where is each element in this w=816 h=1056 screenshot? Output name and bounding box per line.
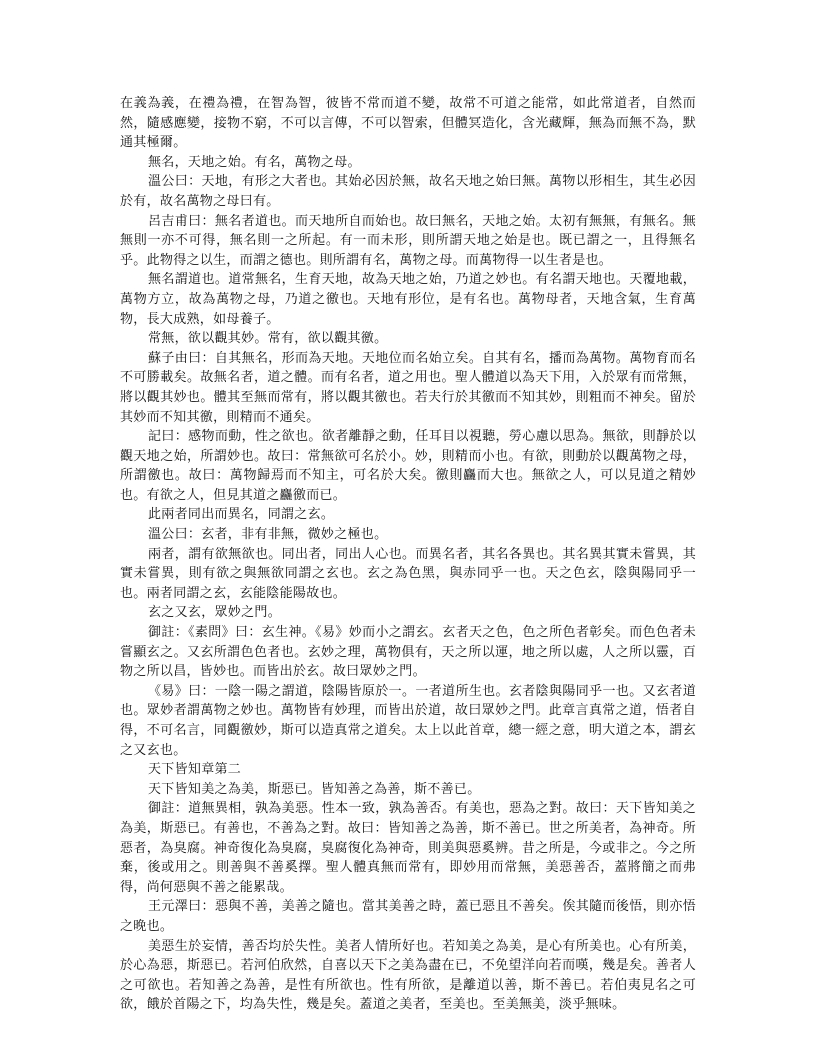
paragraph: 呂吉甫曰：無名者道也。而天地所自而始也。故曰無名，天地之始。太初有無無，有無名。無無則一亦不可得，無名則一之所起。有一而未形，則所謂天地之始是也。既已謂之一，且得無名乎。此物得之以生，而謂之德也。則所謂有名，萬物之母。而萬物得一以生者是也。 bbox=[120, 213, 696, 268]
paragraph: 玄之又玄，眾妙之門。 bbox=[148, 605, 282, 621]
paragraph: 御註：《素問》曰：玄生神。《易》妙而小之謂玄。玄者天之色，色之所色者彰矣。而色色者未嘗顯玄之。又玄所謂色色者也。玄妙之理，萬物俱有，天之所以運，地之所以處，人之所以靈，百物之所以昌，皆妙也。而皆出於玄。故曰眾妙之門。 bbox=[120, 625, 696, 680]
paragraph: 王元澤曰：惡與不善，美善之隨也。當其美善之時，蓋已惡且不善矣。俟其隨而後悟，則亦悟之晚也。 bbox=[120, 899, 696, 934]
chapter-heading: 天下皆知章第二 bbox=[148, 762, 242, 778]
paragraph: 兩者，謂有欲無欲也。同出者，同出人心也。而異名者，其名各異也。其名異其實未嘗異，其實未嘗異，則有欲之與無欲同謂之玄也。玄之為色黑，與赤同乎一也。天之色玄，陰與陽同乎一也。兩者同謂之玄，玄能陰能陽故也。 bbox=[120, 546, 696, 601]
paragraph: 美惡生於妄情，善否均於失性。美者人情所好也。若知美之為美，是心有所美也。心有所美，於心為惡，斯惡已。若河伯欣然，自喜以天下之美為盡在已，不免望洋向若而嘆，幾是矣。善者人之可欲也。若知善之為善，是性有所欲也。性有所欲，是離道以善，斯不善已。若伯夷見名之可欲，餓於首陽之下，均為失性，幾是矣。蓋道之美者，至美也。至美無美，淡乎無味。 bbox=[120, 938, 696, 1013]
paragraph: 無名謂道也。道常無名，生育天地，故為天地之始，乃道之妙也。有名謂天地也。天覆地載，萬物方立，故為萬物之母，乃道之徼也。天地有形位，是有名也。萬物母者，天地含氣，生育萬物，長大成熟，如母養子。 bbox=[120, 272, 696, 327]
paragraph: 此兩者同出而異名，同謂之玄。 bbox=[148, 507, 335, 523]
paragraph: 溫公曰：天地，有形之大者也。其始必因於無，故名天地之始曰無。萬物以形相生，其生必因於有，故名萬物之母曰有。 bbox=[120, 174, 696, 209]
paragraph: 天下皆知美之為美，斯惡已。皆知善之為善，斯不善已。 bbox=[148, 781, 481, 797]
paragraph: 記曰：感物而動，性之欲也。欲者離靜之動，任耳目以視聽，勞心慮以思為。無欲，則靜於以觀天地之始，所謂妙也。故曰：常無欲可名於小。妙，則精而小也。有欲，則動於以觀萬物之母，所謂徼也。故曰：萬物歸焉而不知主，可名於大矣。徼則麤而大也。無欲之人，可以見道之精妙也。有欲之人，但見其道之麤徼而已。 bbox=[120, 429, 696, 503]
paragraph: 蘇子由曰：自其無名，形而為天地。天地位而名始立矣。自其有名，播而為萬物。萬物育而名不可勝載矣。故無名者，道之體。而有名者，道之用也。聖人體道以為天下用，入於眾有而常無，將以觀其妙也。體其至無而常有，將以觀其徼也。若夫行於其徼而不知其妙，則粗而不神矣。留於其妙而不知其徼，則精而不通矣。 bbox=[120, 350, 696, 425]
paragraph: 溫公曰：玄者，非有非無，微妙之極也。 bbox=[148, 527, 388, 543]
paragraph: 無名，天地之始。有名，萬物之母。 bbox=[148, 154, 361, 170]
paragraph: 常無，欲以觀其妙。常有，欲以觀其徼。 bbox=[148, 331, 388, 347]
paragraph: 《易》曰：一陰一陽之謂道，陰陽皆原於一。一者道所生也。玄者陰與陽同乎一也。又玄者道也。眾妙者謂萬物之妙也。萬物皆有妙理，而皆出於道，故曰眾妙之門。此章言真常之道，悟者自得，不可名言，同觀徼妙，斯可以造真常之道矣。太上以此首章，總一經之意，明大道之本，謂玄之又玄也。 bbox=[120, 683, 696, 758]
document-body bbox=[120, 94, 696, 1015]
paragraph: 在義為義，在禮為禮，在智為智，彼皆不常而道不變，故常不可道之能常，如此常道者，自然而然，隨感應變，接物不窮，不可以言傳，不可以智索，但體冥造化，含光藏輝，無為而無不為，默通其極爾。 bbox=[120, 96, 696, 151]
paragraph: 御註：道無異相，孰為美惡。性本一致，孰為善否。有美也，惡為之對。故曰：天下皆知美之為美，斯惡已。有善也，不善為之對。故曰：皆知善之為善，斯不善已。世之所美者，為神奇。所惡者，為臭腐。神奇復化為臭腐，臭腐復化為神奇，則美與惡奚辨。昔之所是，今或非之。今之所棄，後或用之。則善與不善奚擇。聖人體真無而常有，即妙用而常無，美惡善否，蓋將簡之而弗得，尚何惡與不善之能累哉。 bbox=[120, 801, 696, 895]
